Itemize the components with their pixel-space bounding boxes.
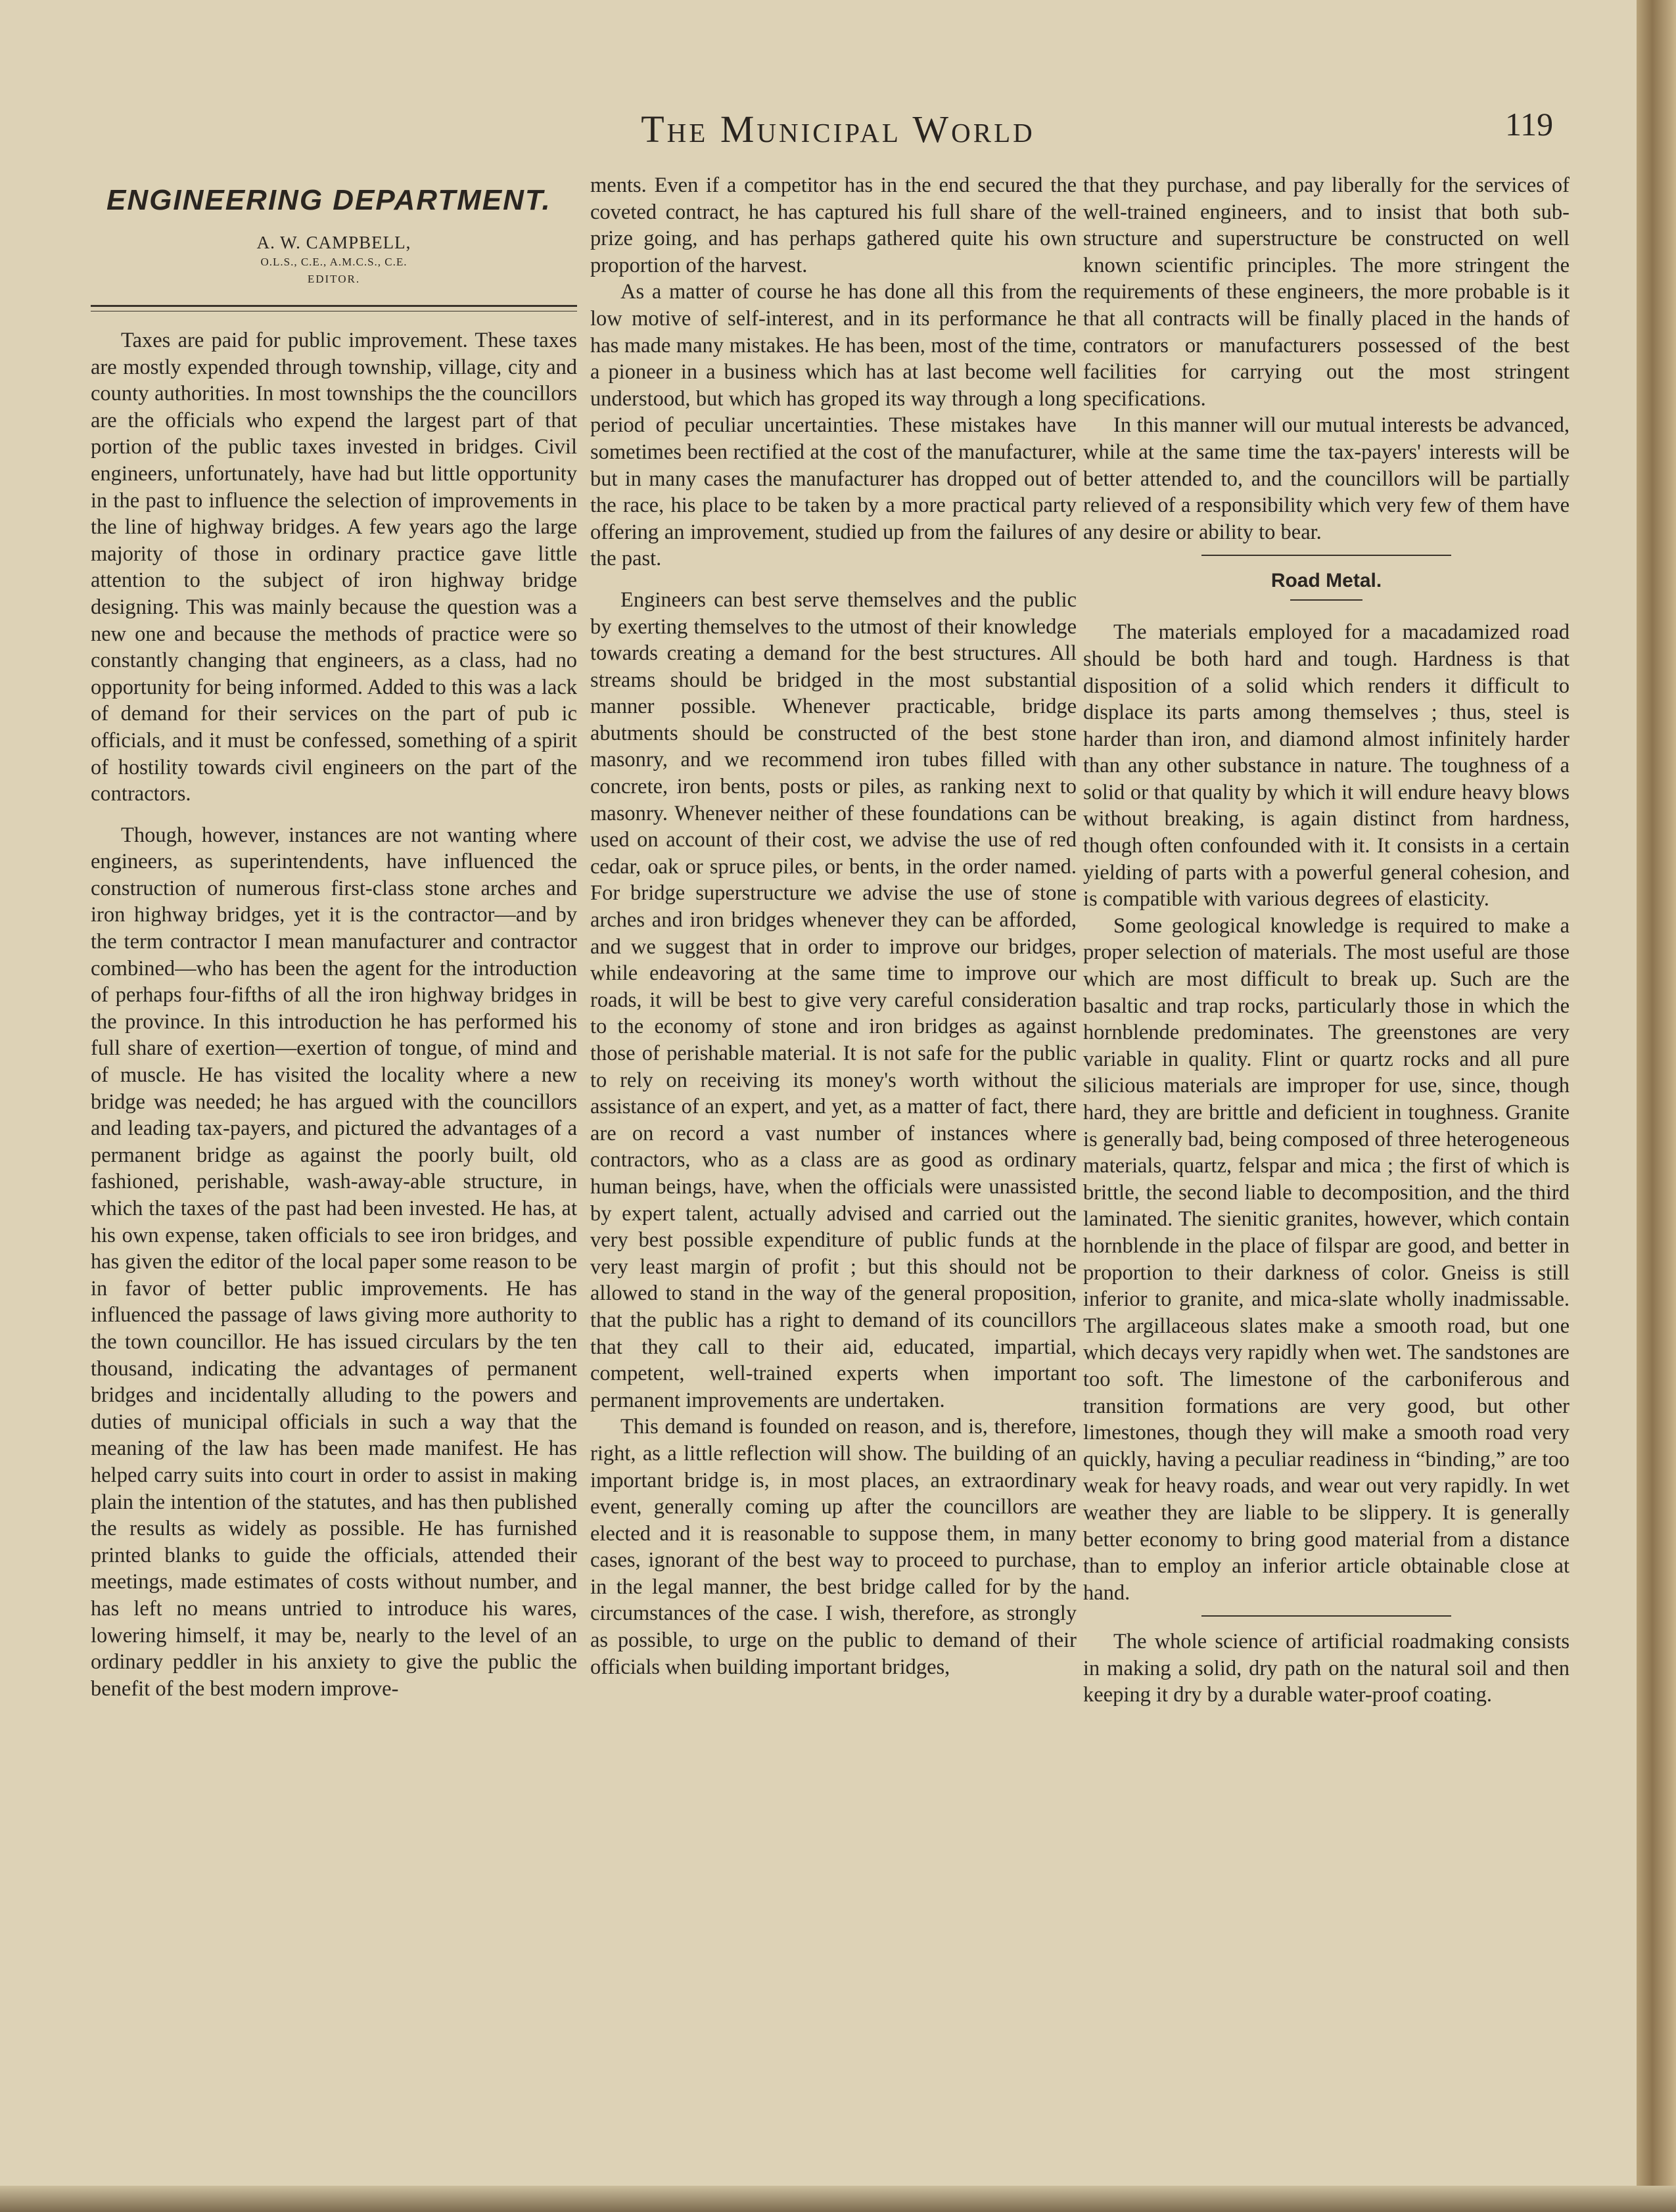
department-title: ENGINEERING DEPARTMENT. [106,184,551,216]
page-edge-shadow [1637,0,1676,2212]
section-heading: Road Metal. [1270,570,1382,592]
author-name: A. W. CAMPBELL, [256,233,411,252]
section-rule [1201,1615,1451,1617]
page-bottom-edge [0,2186,1676,2212]
section-rule [1290,599,1362,601]
header-rule [91,305,577,311]
paragraph: ments. Even if a competitor has in the end secured the coveted contract, he has captured his full share of the prize going, and has perhaps gathered quite his own proportion of the harvest. [590,173,1077,277]
author-role: EDITOR. [307,273,361,285]
paragraph: As a matter of course he has done all this from the low motive of self-interest, and in its performance he has made many mistakes. He has been, most of the time, a pioneer in a business which has at last become well understood, but which has groped its way through a long period of peculiar uncertainties. These mistakes have sometimes been rectified at the cost of the manufacturer, but in many cases the manufacturer has dropped out of the race, his place to be taken by a more practical party offering an improvement, studied up from the failures of the past. [590,280,1077,571]
paragraph: The materials employed for a macadamized road should be both hard and tough. Hardness is that disposition of a solid which renders it difficult to displace its parts among themselves ; thus, steel is harder than iron, and diamond almost infinitely harder than any other substance in nature. The toughness of a solid or that quality by which it will endure heavy blows without breaking, is again distinct from hardness, though often confounded with it. It consists in a certain yielding of parts with a powerful general cohesion, and is compatible with various degrees of elasticity. [1083,620,1570,911]
running-title: The Municipal World [641,108,1035,150]
column-2 [590,172,1077,1680]
paragraph: The whole science of artificial roadmaking consists in making a solid, dry path on the natural soil and then keeping it dry by a durable water-proof coating. [1083,1630,1570,1707]
paragraph: Some geological knowledge is required to make a proper selection of materials. The most useful are those which are most difficult to break up. Such are the basaltic and trap rocks, particularly those in which the hornblende predominates. The greenstones are very variable in quality. Flint or quartz rocks and all pure silicious materials are improper for use, since, though hard, they are brittle and deficient in toughness. Granite is generally bad, being composed of three heterogeneous materials, quartz, felspar and mica ; the first of which is brittle, the second liable to decomposition, and the third laminated. The sienitic granites, however, which contain hornblende in the place of filspar are good, and better in proportion to their darkness of color. Gneiss is still inferior to granite, and mica-slate wholly inadmissable. The argillaceous slates make a smooth road, but one which decays very rapidly when wet. The sandstones are too soft. The limestone of the carboniferous and transition formations are very good, but other limestones, though they will make a smooth road very quickly, having a peculiar readiness in “binding,” are too weak for heavy roads, and wear out very rapidly. In wet weather they are liable to be slippery. It is generally better economy to bring good material from a distance than to employ an inferior article obtainable close at hand. [1083,913,1570,1605]
paragraph: Engineers can best serve themselves and the public by exerting themselves to the utmost of their knowledge towards creating a demand for the best structures. All streams should be bridged in the most substantial manner possible. Whenever practicable, bridge abutments should be constructed of the best stone masonry, and we recommend iron tubes filled with concrete, iron bents, posts or piles, as ranking next to masonry. Whenever neither of these foundations can be used on account of their cost, we advise the use of red cedar, oak or spruce piles, or bents, in the order named. For bridge superstructure we advise the use of stone arches and iron bridges whenever they can be afforded, and we suggest that in order to improve our bridges, while endeavoring at the same time to improve our roads, it will be best to give very careful consideration to the economy of stone and iron bridges as against those of perishable material. It is not safe for the public to rely on receiving its money's worth without the assistance of an expert, and yet, as a matter of fact, there are on record a vast number of instances where contractors, who as a class are as good as ordinary human beings, have, when the officials were unassisted by expert talent, actually advised and carried out the very best possible expenditure of public funds at the very least margin of profit ; but this should not be allowed to stand in the way of the general proposition, that the public has a right to demand of its councillors that they call to their aid, educated, impartial, competent, well-trained experts when important permanent improvements are undertaken. [590,588,1077,1412]
column-3 [1083,172,1570,1709]
page-number: 119 [1505,106,1554,143]
paragraph: In this manner will our mutual interests be advanced, while at the same time the tax-payers' interests will be better attended to, and the councillors will be partially relieved of a responsibility which very few of them have any desire or ability to bear. [1083,413,1570,544]
paragraph: that they purchase, and pay liberally for the services of well-trained engineers, and to insist that both sub-structure and superstructure be constructed on well known scientific principles. The more stringent the requirements of these engineers, the more probable is it that all contracts will be finally placed in the hands of contrators or manufacturers possessed of the best facilities for carrying out the most stringent specifications. [1083,173,1570,411]
section-rule [1201,555,1451,556]
paragraph: This demand is founded on reason, and is, therefore, right, as a little reflection will show. The building of an important bridge is, in most places, an extraordinary event, generally coming up after the councillors are elected and it is reasonable to suppose them, in many cases, ignorant of the best way to proceed to purchase, in the legal manner, the best bridge called for by the circumstances of the case. I wish, therefore, as strongly as possible, to urge on the public to demand of their officials when building important bridges, [590,1415,1077,1679]
paragraph: Taxes are paid for public improvement. These taxes are mostly expended through township, village, city and county authorities. In most townships the the councillors are the officials who expend the largest part of that portion of the public taxes invested in bridges. Civil engineers, unfortunately, have had but little opportunity in the past to influence the selection of improvements in the line of highway bridges. A few years ago the large majority of those in ordinary practice gave little attention to the subject of iron highway bridge designing. This was mainly because the question was a new one and because the methods of practice were so constantly changing that engineers, as a class, had no opportunity for being informed. Added to this was a lack of demand for their services on the part of pub ic officials, and it must be confessed, something of a spirit of hostility towards civil engineers on the part of the contractors. [91,329,577,806]
column-1 [91,172,577,1702]
author-credentials: O.L.S., C.E., A.M.C.S., C.E. [260,256,407,268]
paragraph: Though, however, instances are not wanting where engineers, as superintendents, have influenced the construction of numerous first-class stone arches and iron highway bridges, yet it is the contractor—and by the term contractor I mean manufacturer and contractor combined—who has been the agent for the introduction of perhaps four-fifths of all the iron highway bridges in the province. In this introduction he has performed his full share of exertion—exertion of tongue, of mind and of muscle. He has visited the locality where a new bridge was needed; he has argued with the councillors and leading tax-payers, and pictured the advantages of a permanent bridge as against the poorly built, old fashioned, perishable, wash-away-able structure, in which the taxes of the past had been invested. He has, at his own expense, taken officials to see iron bridges, and has given the editor of the local paper some reason to be in favor of better public improvements. He has influenced the passage of laws giving more authority to the town councillor. He has issued circulars by the ten thousand, indicating the advantages of permanent bridges and incidentally alluding to the powers and duties of municipal officials in such a way that the meaning of the law has been made manifest. He has helped carry suits into court in order to assist in making plain the intention of the statutes, and has then published the results as widely as possible. He has furnished printed blanks to guide the officials, attended their meetings, made estimates of costs without number, and has left no means untried to introduce his wares, lowering himself, it may be, nearly to the level of an ordinary peddler in his anxiety to give the public the benefit of the best modern improve- [91,823,577,1701]
